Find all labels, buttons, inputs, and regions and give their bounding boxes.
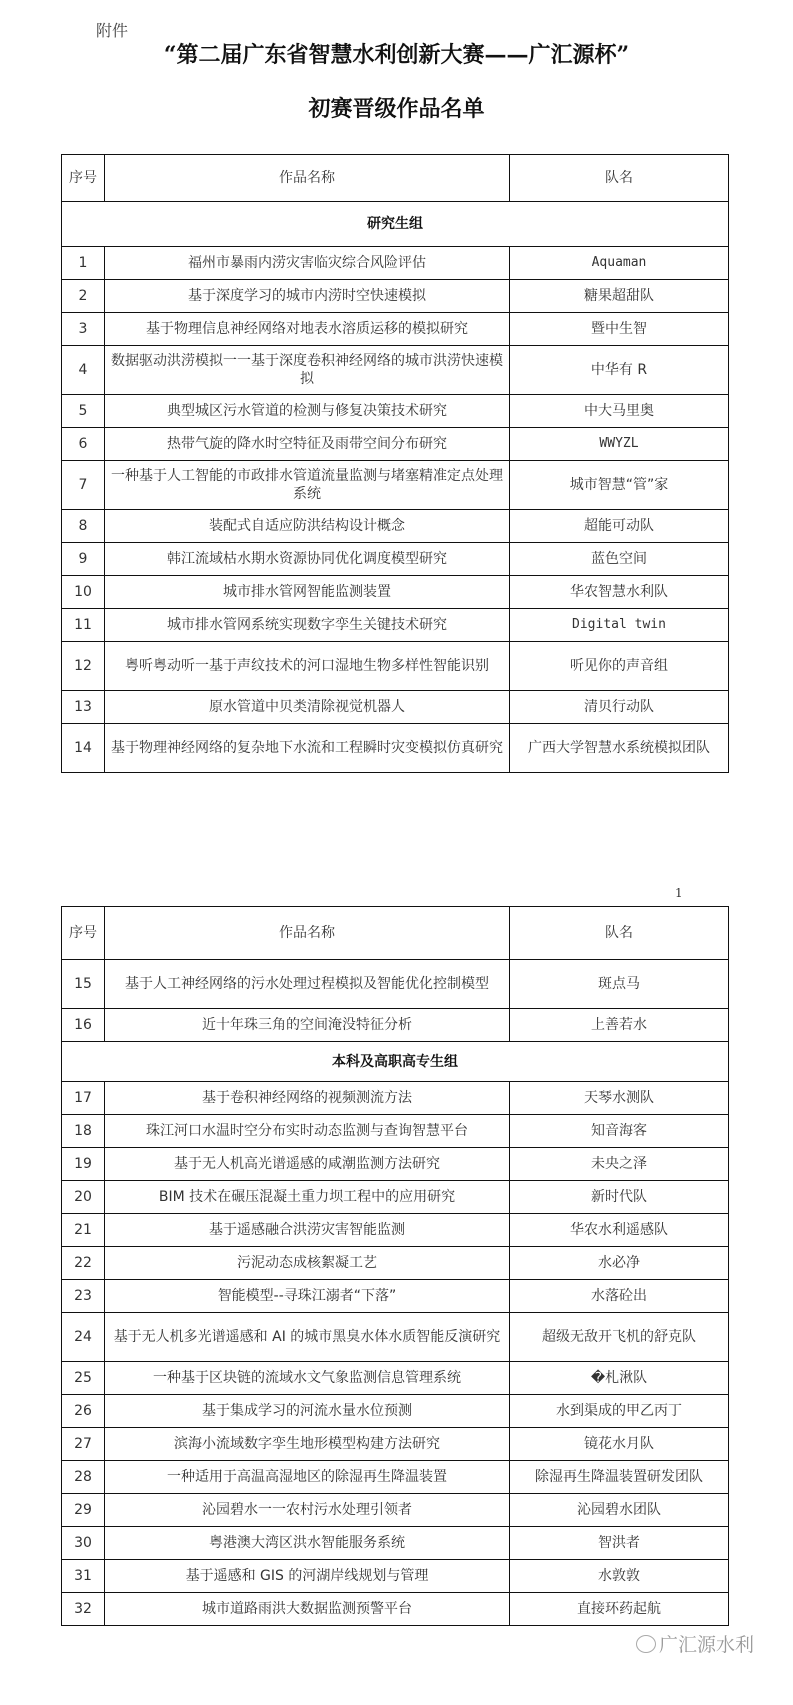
work-title: 污泥动态成核絮凝工艺 (105, 1247, 510, 1280)
table-row (62, 642, 729, 691)
entry-number: 17 (62, 1082, 105, 1115)
entry-number: 1 (62, 247, 105, 280)
header-team: 队名 (510, 907, 729, 960)
table-row (62, 543, 729, 576)
table-row (62, 280, 729, 313)
team-name: 中大马里奥 (510, 395, 729, 428)
work-title: 城市道路雨洪大数据监测预警平台 (105, 1593, 510, 1626)
team-name: 镜花水月队 (510, 1428, 729, 1461)
team-name: 水敦敦 (510, 1560, 729, 1593)
team-name: 沁园碧水团队 (510, 1494, 729, 1527)
entry-number: 5 (62, 395, 105, 428)
team-name: 蓝色空间 (510, 543, 729, 576)
table-row (62, 1494, 729, 1527)
table-row (62, 576, 729, 609)
group-row (62, 1042, 729, 1082)
table-row (62, 1214, 729, 1247)
wechat-icon (636, 1635, 656, 1653)
table-header-row (62, 907, 729, 960)
group-row (62, 202, 729, 247)
header-work: 作品名称 (105, 907, 510, 960)
watermark (636, 1630, 754, 1657)
work-title: 原水管道中贝类清除视觉机器人 (105, 691, 510, 724)
team-name: �札湫队 (510, 1362, 729, 1395)
team-name: 听见你的声音组 (510, 642, 729, 691)
work-title: 基于集成学习的河流水量水位预测 (105, 1395, 510, 1428)
team-name: Aquaman (510, 247, 729, 280)
work-title: 沁园碧水一一农村污水处理引领者 (105, 1494, 510, 1527)
team-name: 知音海客 (510, 1115, 729, 1148)
entry-number: 30 (62, 1527, 105, 1560)
work-title: 一种基于区块链的流域水文气象监测信息管理系统 (105, 1362, 510, 1395)
table-row (62, 1280, 729, 1313)
table-row (62, 1560, 729, 1593)
page-number: 1 (675, 886, 683, 900)
entry-number: 13 (62, 691, 105, 724)
table-row (62, 609, 729, 642)
entry-number: 12 (62, 642, 105, 691)
table-header-row (62, 155, 729, 202)
entry-number: 20 (62, 1181, 105, 1214)
entry-number: 8 (62, 510, 105, 543)
table-row (62, 428, 729, 461)
work-title: 装配式自适应防洪结构设计概念 (105, 510, 510, 543)
entry-number: 6 (62, 428, 105, 461)
entry-number: 23 (62, 1280, 105, 1313)
table-row (62, 1009, 729, 1042)
table-row (62, 313, 729, 346)
document-subtitle: 初赛晋级作品名单 (308, 96, 485, 122)
work-title: 一种基于人工智能的市政排水管道流量监测与堵塞精准定点处理系统 (105, 461, 510, 510)
table-row (62, 395, 729, 428)
work-title: 数据驱动洪涝模拟一一基于深度卷积神经网络的城市洪涝快速模拟 (105, 346, 510, 395)
team-name: 城市智慧“管”家 (510, 461, 729, 510)
team-name: 超能可动队 (510, 510, 729, 543)
work-title: 基于物理信息神经网络对地表水溶质运移的模拟研究 (105, 313, 510, 346)
team-name: 新时代队 (510, 1181, 729, 1214)
header-no: 序号 (62, 907, 105, 960)
entry-number: 10 (62, 576, 105, 609)
work-title: 基于遥感和 GIS 的河湖岸线规划与管理 (105, 1560, 510, 1593)
work-title: 基于人工神经网络的污水处理过程模拟及智能优化控制模型 (105, 960, 510, 1009)
entry-number: 11 (62, 609, 105, 642)
table-row (62, 1362, 729, 1395)
work-title: BIM 技术在碾压混凝土重力坝工程中的应用研究 (105, 1181, 510, 1214)
header-work: 作品名称 (105, 155, 510, 202)
work-title: 韩江流域枯水期水资源协同优化调度模型研究 (105, 543, 510, 576)
team-name: 上善若水 (510, 1009, 729, 1042)
entry-number: 24 (62, 1313, 105, 1362)
group-title: 研究生组 (62, 202, 729, 247)
work-title: 福州市暴雨内涝灾害临灾综合风险评估 (105, 247, 510, 280)
entry-number: 21 (62, 1214, 105, 1247)
team-name: Digital twin (510, 609, 729, 642)
entry-number: 29 (62, 1494, 105, 1527)
entry-number: 4 (62, 346, 105, 395)
work-title: 基于无人机高光谱遥感的咸潮监测方法研究 (105, 1148, 510, 1181)
entry-number: 2 (62, 280, 105, 313)
table-row (62, 1428, 729, 1461)
table-row (62, 1313, 729, 1362)
team-name: 未央之泽 (510, 1148, 729, 1181)
entry-number: 16 (62, 1009, 105, 1042)
team-name: 天琴水测队 (510, 1082, 729, 1115)
team-name: WWYZL (510, 428, 729, 461)
team-name: 暨中生智 (510, 313, 729, 346)
team-name: 清贝行动队 (510, 691, 729, 724)
work-title: 粤港澳大湾区洪水智能服务系统 (105, 1527, 510, 1560)
team-name: 除湿再生降温装置研发团队 (510, 1461, 729, 1494)
work-title: 基于卷积神经网络的视频测流方法 (105, 1082, 510, 1115)
table-row (62, 1082, 729, 1115)
work-title: 粤听粤动听一基于声纹技术的河口湿地生物多样性智能识别 (105, 642, 510, 691)
team-name: 华农水利遥感队 (510, 1214, 729, 1247)
team-name: 斑点马 (510, 960, 729, 1009)
entry-number: 3 (62, 313, 105, 346)
entry-number: 22 (62, 1247, 105, 1280)
work-title: 珠江河口水温时空分布实时动态监测与查询智慧平台 (105, 1115, 510, 1148)
work-title: 基于深度学习的城市内涝时空快速模拟 (105, 280, 510, 313)
entry-number: 7 (62, 461, 105, 510)
table-row (62, 1148, 729, 1181)
team-name: 糖果超甜队 (510, 280, 729, 313)
table-row (62, 1395, 729, 1428)
table-row (62, 346, 729, 395)
work-title: 热带气旋的降水时空特征及雨带空间分布研究 (105, 428, 510, 461)
work-title: 基于遥感融合洪涝灾害智能监测 (105, 1214, 510, 1247)
attachment-label: 附件 (96, 21, 129, 40)
table-row (62, 1593, 729, 1626)
work-title: 城市排水管网系统实现数字孪生关键技术研究 (105, 609, 510, 642)
entry-number: 9 (62, 543, 105, 576)
team-name: 中华有 R (510, 346, 729, 395)
team-name: 广西大学智慧水系统模拟团队 (510, 724, 729, 773)
table-row (62, 247, 729, 280)
table-row (62, 724, 729, 773)
table-row (62, 1527, 729, 1560)
team-name: 智洪者 (510, 1527, 729, 1560)
table-row (62, 1181, 729, 1214)
results-table-part-1 (61, 154, 729, 773)
entry-number: 19 (62, 1148, 105, 1181)
table-row (62, 1461, 729, 1494)
team-name: 水到渠成的甲乙丙丁 (510, 1395, 729, 1428)
entry-number: 32 (62, 1593, 105, 1626)
team-name: 华农智慧水利队 (510, 576, 729, 609)
header-team: 队名 (510, 155, 729, 202)
table-row (62, 510, 729, 543)
entry-number: 25 (62, 1362, 105, 1395)
entry-number: 28 (62, 1461, 105, 1494)
work-title: 城市排水管网智能监测装置 (105, 576, 510, 609)
work-title: 近十年珠三角的空间淹没特征分析 (105, 1009, 510, 1042)
team-name: 水落砼出 (510, 1280, 729, 1313)
table-row (62, 960, 729, 1009)
table-row (62, 1115, 729, 1148)
table-row (62, 691, 729, 724)
entry-number: 26 (62, 1395, 105, 1428)
work-title: 典型城区污水管道的检测与修复决策技术研究 (105, 395, 510, 428)
entry-number: 18 (62, 1115, 105, 1148)
work-title: 基于无人机多光谱遥感和 AI 的城市黑臭水体水质智能反演研究 (105, 1313, 510, 1362)
work-title: 基于物理神经网络的复杂地下水流和工程瞬时灾变模拟仿真研究 (105, 724, 510, 773)
results-table-part-2 (61, 906, 729, 1626)
team-name: 超级无敌开飞机的舒克队 (510, 1313, 729, 1362)
team-name: 水必净 (510, 1247, 729, 1280)
watermark-text: 广汇源水利 (659, 1634, 755, 1656)
entry-number: 31 (62, 1560, 105, 1593)
header-no: 序号 (62, 155, 105, 202)
table-row (62, 1247, 729, 1280)
entry-number: 27 (62, 1428, 105, 1461)
group-title: 本科及高职高专生组 (62, 1042, 729, 1082)
entry-number: 14 (62, 724, 105, 773)
work-title: 滨海小流域数字孪生地形模型构建方法研究 (105, 1428, 510, 1461)
work-title: 一种适用于高温高湿地区的除湿再生降温装置 (105, 1461, 510, 1494)
work-title: 智能模型--寻珠江溺者“下落” (105, 1280, 510, 1313)
document-title: “第二届广东省智慧水利创新大赛——广汇源杯” (163, 42, 630, 68)
team-name: 直接环药起航 (510, 1593, 729, 1626)
entry-number: 15 (62, 960, 105, 1009)
table-row (62, 461, 729, 510)
